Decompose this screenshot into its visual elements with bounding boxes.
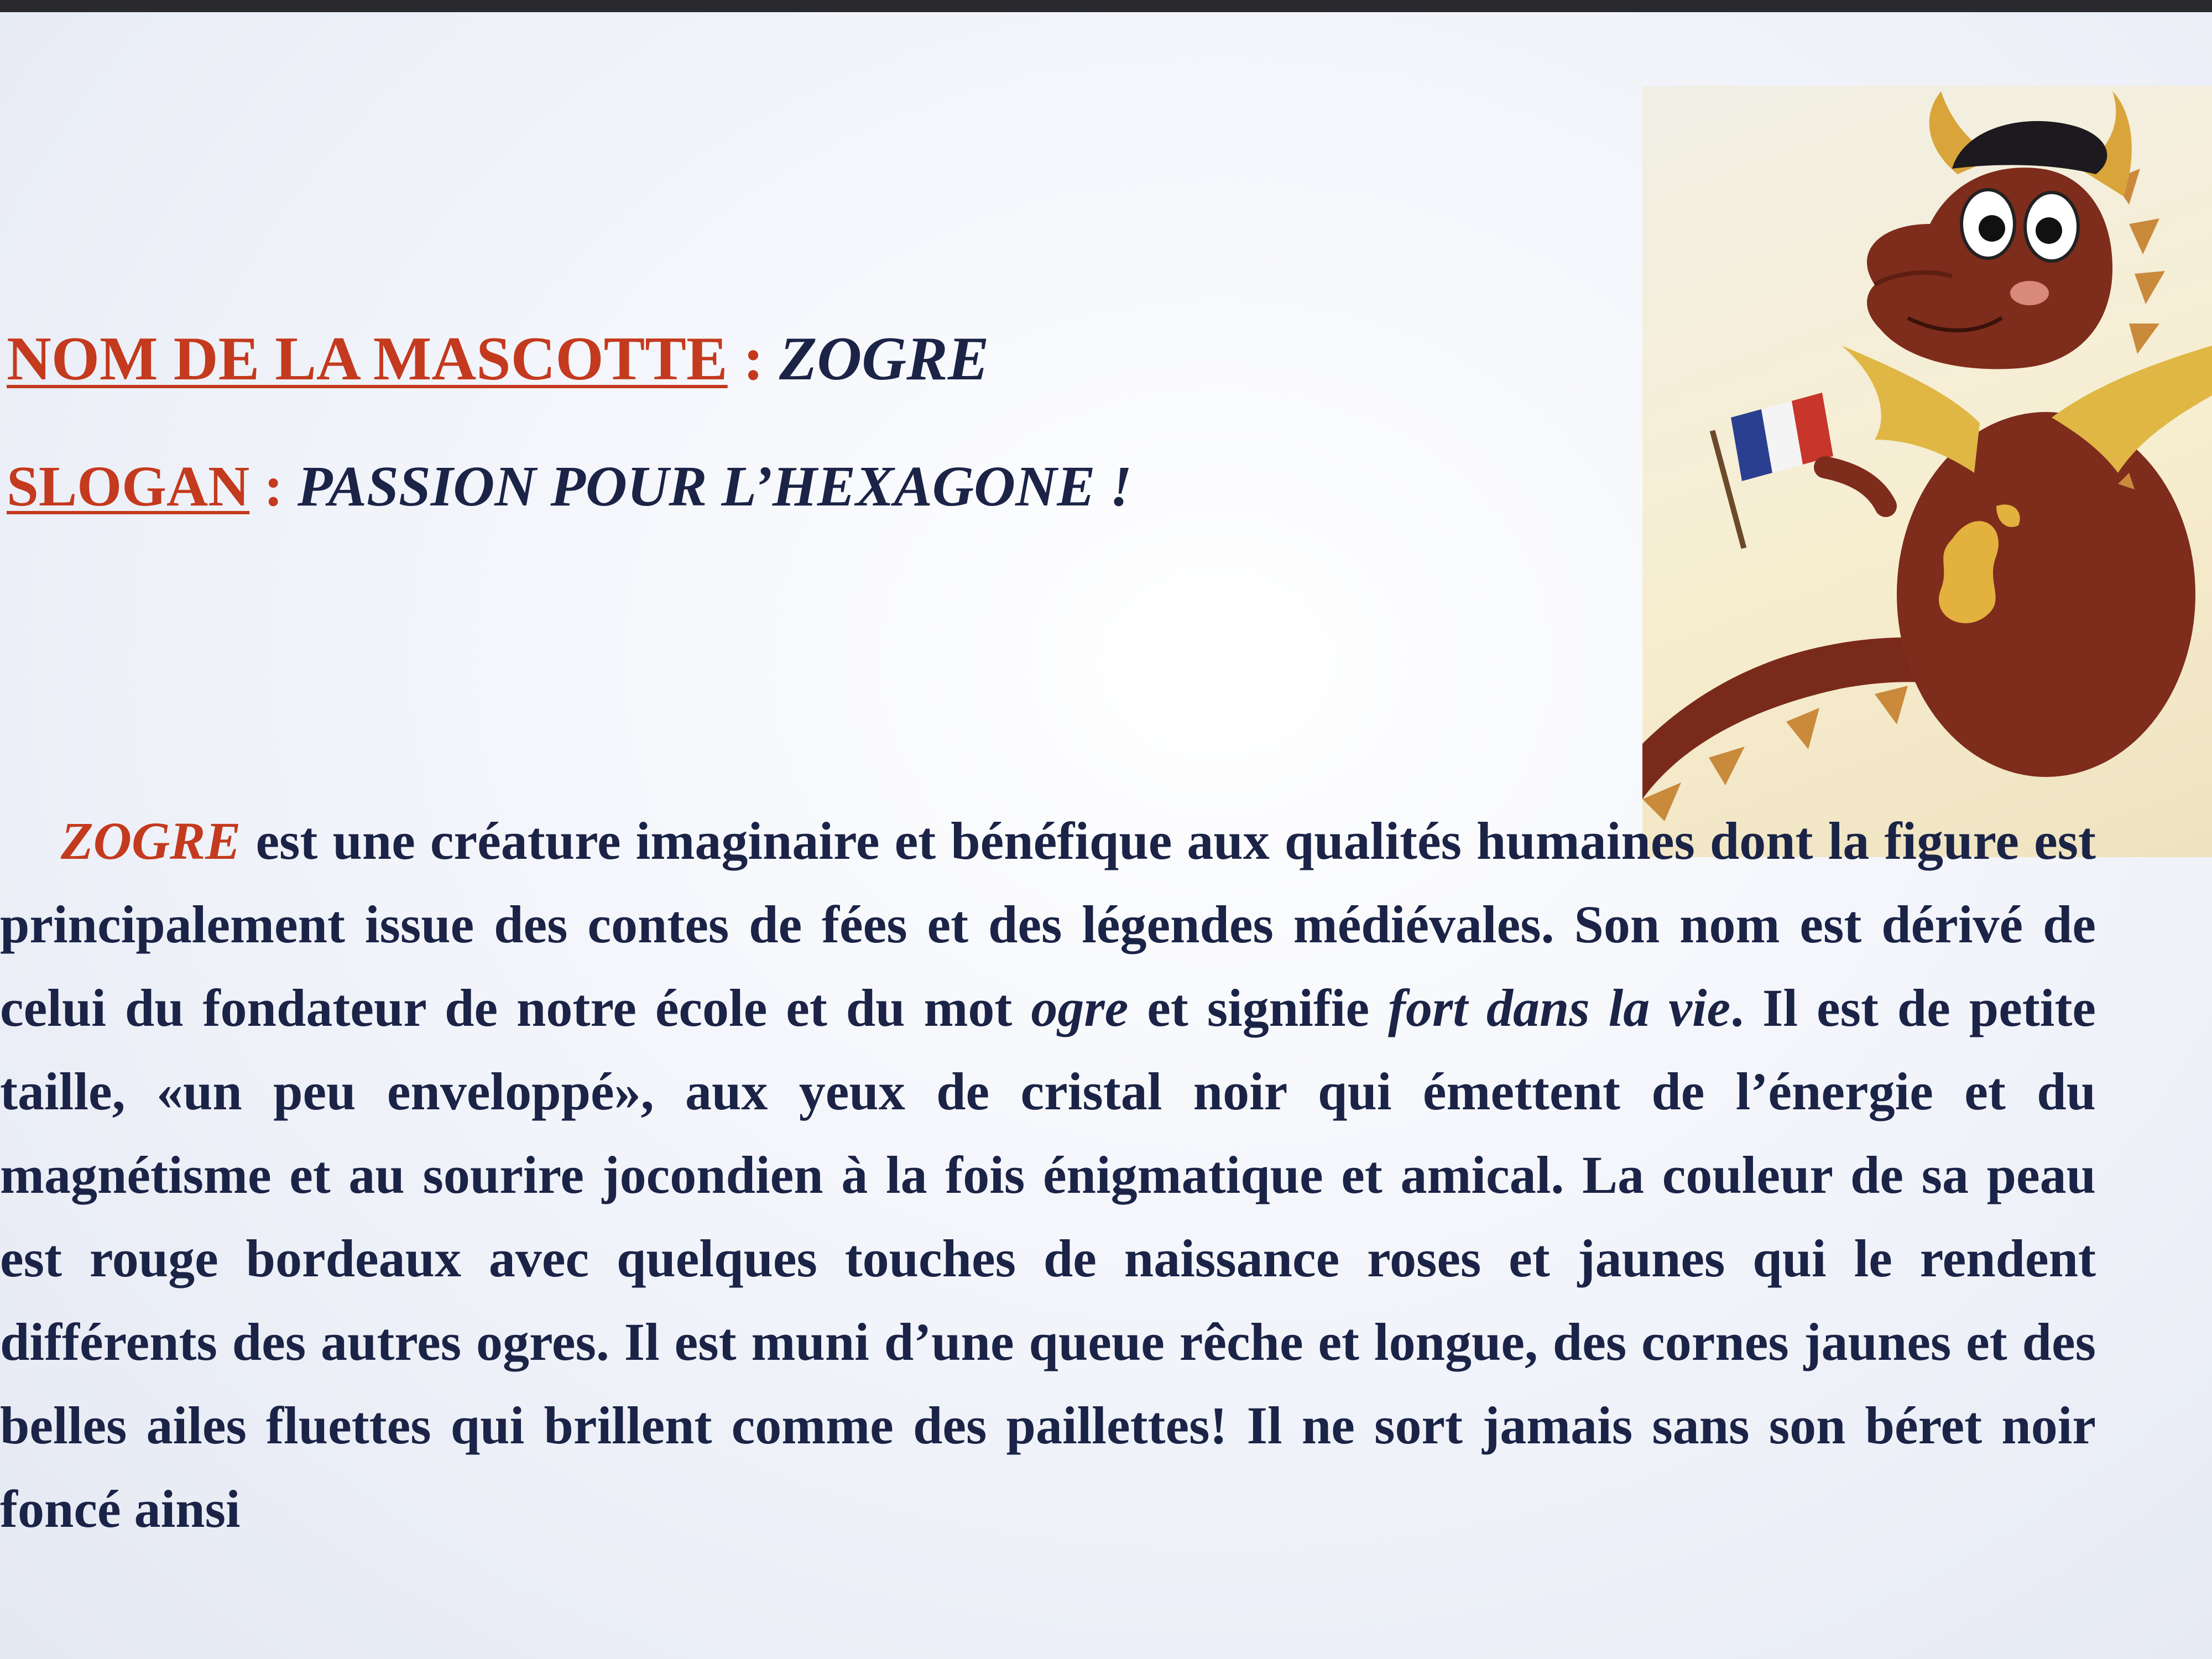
slogan-value: PASSION POUR L’HEXAGONE ! (297, 455, 1133, 518)
description-part-2: et signifie (1128, 978, 1389, 1037)
description-meaning: fort dans la vie (1388, 978, 1731, 1037)
slogan-line (7, 453, 1132, 519)
mascot-name-value: ZOGRE (779, 325, 989, 393)
mascot-description (0, 799, 2096, 1551)
mascot-name-line (7, 324, 989, 395)
slogan-separator: : (249, 455, 298, 518)
slogan-label: SLOGAN (7, 455, 250, 518)
mascot-image (1642, 86, 2212, 857)
dragon-illustration (1642, 86, 2212, 857)
description-ogre-word: ogre (1031, 978, 1129, 1037)
mascot-name-separator: : (727, 325, 779, 393)
description-part-3: . Il est de petite taille, «un peu enveloppé», aux yeux de cristal noir qui émettent de l’énergie et du magnétisme et au sourire jocondien à la fois énigmatique et amical. La couleur de sa peau est rouge bordeaux avec quelques touches de naissance roses et jaunes qui le rendent différents des autres ogres. Il est muni d’une queue rêche et longue, des cornes jaunes et des belles ailes fluettes qui brillent comme des paillettes! Il ne sort jamais sans son béret noir foncé ainsi (0, 978, 2096, 1538)
top-edge-bar (0, 0, 2212, 12)
description-part-1: est une créature imaginaire et bénéfique aux qualités humaines dont la figure est principalement issue des contes de fées et des légendes médiévales. Son nom est dérivé de celui du fondateur de notre école et du mot (0, 811, 2096, 1037)
mascot-name-label: NOM DE LA MASCOTTE (7, 325, 728, 393)
description-mascot-name: ZOGRE (61, 811, 241, 870)
